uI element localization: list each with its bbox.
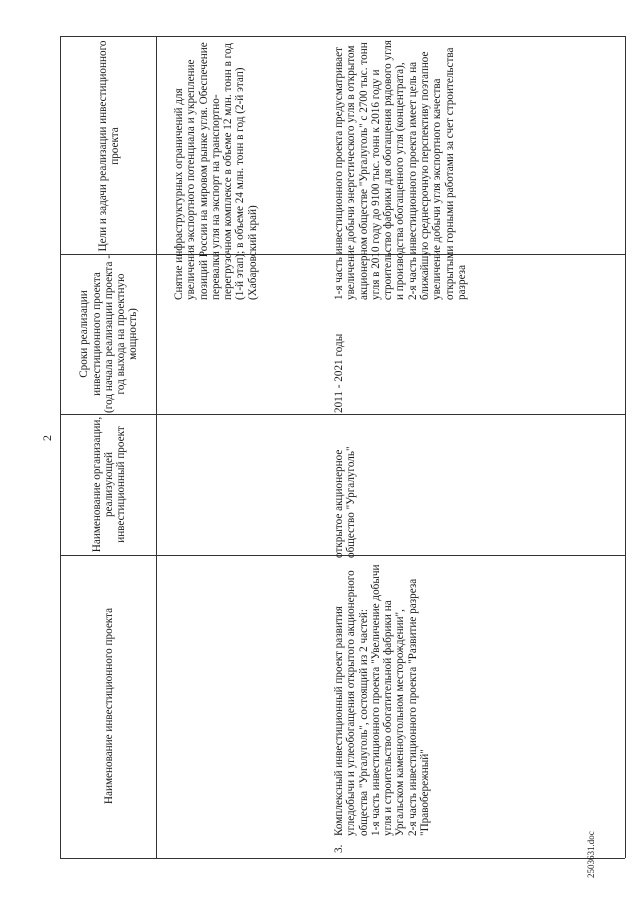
header-divider (156, 36, 157, 858)
header-goals: Цели и задачи реализации инвестиционного проекта (96, 40, 121, 252)
document-filename: 2503631.doc (586, 831, 596, 878)
row-goals: 1-я часть инвестиционного проекта предусматривает увеличение добычи энергетического угля в открытом акционерном обществе "Ургалуголь" с 2700 тыс. тонн угля в 2010 году до 9100 тыс. тонн к 2016 году и строительство фабрики для обогащения рядового угля и производства обогащенного угля (концентрата), 2-я часть инвестиционного проекта имеет цель на ближайшую среднесрочную перспективу поэтапное увеличение добычи угля экспортного качества открытыми горными работами за счет строительства разреза (333, 40, 468, 300)
row-number: 3. (333, 844, 345, 853)
table-border-left (60, 36, 61, 858)
continuation-goals: Снятие инфраструктурных ограничений для увеличения экспортного потенциала и укрепление позиций России на мировом рынке угля. Обеспечение перевалки угля на экспорт на транспортно-перегрузочном комплексе в объеме 12 млн. тонн в год (1-й этап); в объеме 24 млн. тонн в год (2-й этап) (Хабаровский край) (173, 42, 259, 300)
row-terms: 2011 - 2021 годы (333, 333, 345, 413)
header-name: Наименование инвестиционного проекта (102, 607, 115, 805)
table-border-right (625, 36, 626, 858)
header-terms: Сроки реализации инвестиционного проекта (год начала реализации проекта - год выхода на проектную мощность) (78, 255, 140, 413)
row-org: открытое акционерное общество "Ургалуголь" (333, 446, 358, 558)
page-number: 2 (40, 435, 54, 441)
table-border-bottom (60, 858, 625, 859)
table-border-top (60, 36, 625, 37)
row-name: Комплексный инвестиционный проект развития угледобычи и углеобогащения открытого акционерного общества "Ургалуголь", состоящий из 2 частей: 1-я часть инвестиционного проекта "Увеличение добычи угля и строительство обогатительной фабрики на Ургальском каменноугольном месторождении", 2-я часть инвестиционного проекта "Развитие разреза "Правобережный" (333, 564, 432, 836)
header-org: Наименование организации, реализующей инвестиционный проект (90, 416, 128, 553)
